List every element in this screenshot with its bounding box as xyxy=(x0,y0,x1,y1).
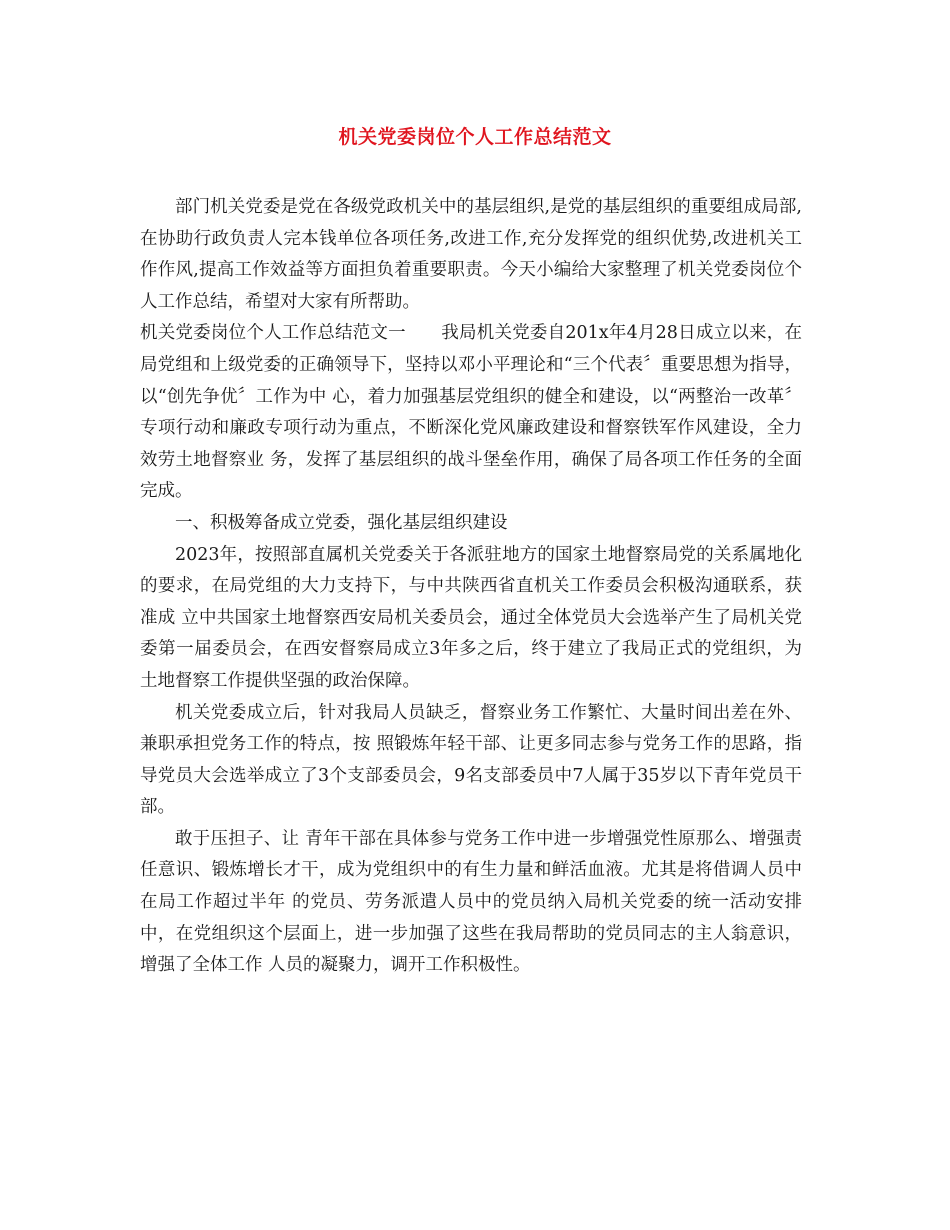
paragraph-2023: 2023年，按照部直属机关党委关于各派驻地方的国家土地督察局党的关系属地化的要求，在局党组的大力支持下，与中共陕西省直机关工作委员会积极沟通联系，获准成 立中共国家土地督察西安局机关委员会，通过全体党员大会选举产生了局机关党委第一届委员会，在西安督察局成立3年多之后，终于建立了我局正式的党组织，为 土地督察工作提供坚强的政治保障。 xyxy=(140,544,802,691)
paragraph-youth: 敢于压担子、让 青年干部在具体参与党务工作中进一步增强党性原那么、增强责任意识、锻炼增长才干，成为党组织中的有生力量和鲜活血液。尤其是将借调人员中在局工作超过半年 的党员、劳务派遣人员中的党员纳入局机关党委的统一活动安排中，在党组织这个层面上，进一步加强了这些在我局帮助的党员同志的主人翁意识，增强了全体工作 人员的凝聚力，调开工作积极性。 xyxy=(140,828,802,976)
paragraph-committee: 机关党委成立后，针对我局人员缺乏，督察业务工作繁忙、大量时间出差在外、兼职承担党务工作的特点，按 照锻炼年轻干部、让更多同志参与党务工作的思路，指导党员大会选举成立了3个支部委员会，9名支部委员中7人属于35岁以下青年党员干部。 xyxy=(140,702,802,818)
paragraph-intro: 部门机关党委是党在各级党政机关中的基层组织,是党的基层组织的重要组成局部,在协助行政负责人完本钱单位各项任务,改进工作,充分发挥党的组织优势,改进机关工作作风,提高工作效益等方面担负着重要职责。今天小编给大家整理了机关党委岗位个人工作总结，希望对大家有所帮助。 xyxy=(140,197,802,312)
document-body xyxy=(140,192,802,982)
document-title: 机关党委岗位个人工作总结范文 xyxy=(338,126,612,148)
section-heading-1: 一、积极筹备成立党委，强化基层组织建设 xyxy=(175,512,508,533)
paragraph-sample-one: 机关党委岗位个人工作总结范文一 我局机关党委自201x年4月28日成立以来，在局党组和上级党委的正确领导下，坚持以邓小平理论和“三个代表〞重要思想为指导，以“创先争优〞工作为中 心，着力加强基层党组织的健全和建设，以“两整治一改革〞专项行动和廉政专项行动为重点，不断深化党风廉政建设和督察铁军作风建设，全力效劳土地督察业 务，发挥了基层组织的战斗堡垒作用，确保了局各项工作任务的全面完成。 xyxy=(140,323,802,502)
